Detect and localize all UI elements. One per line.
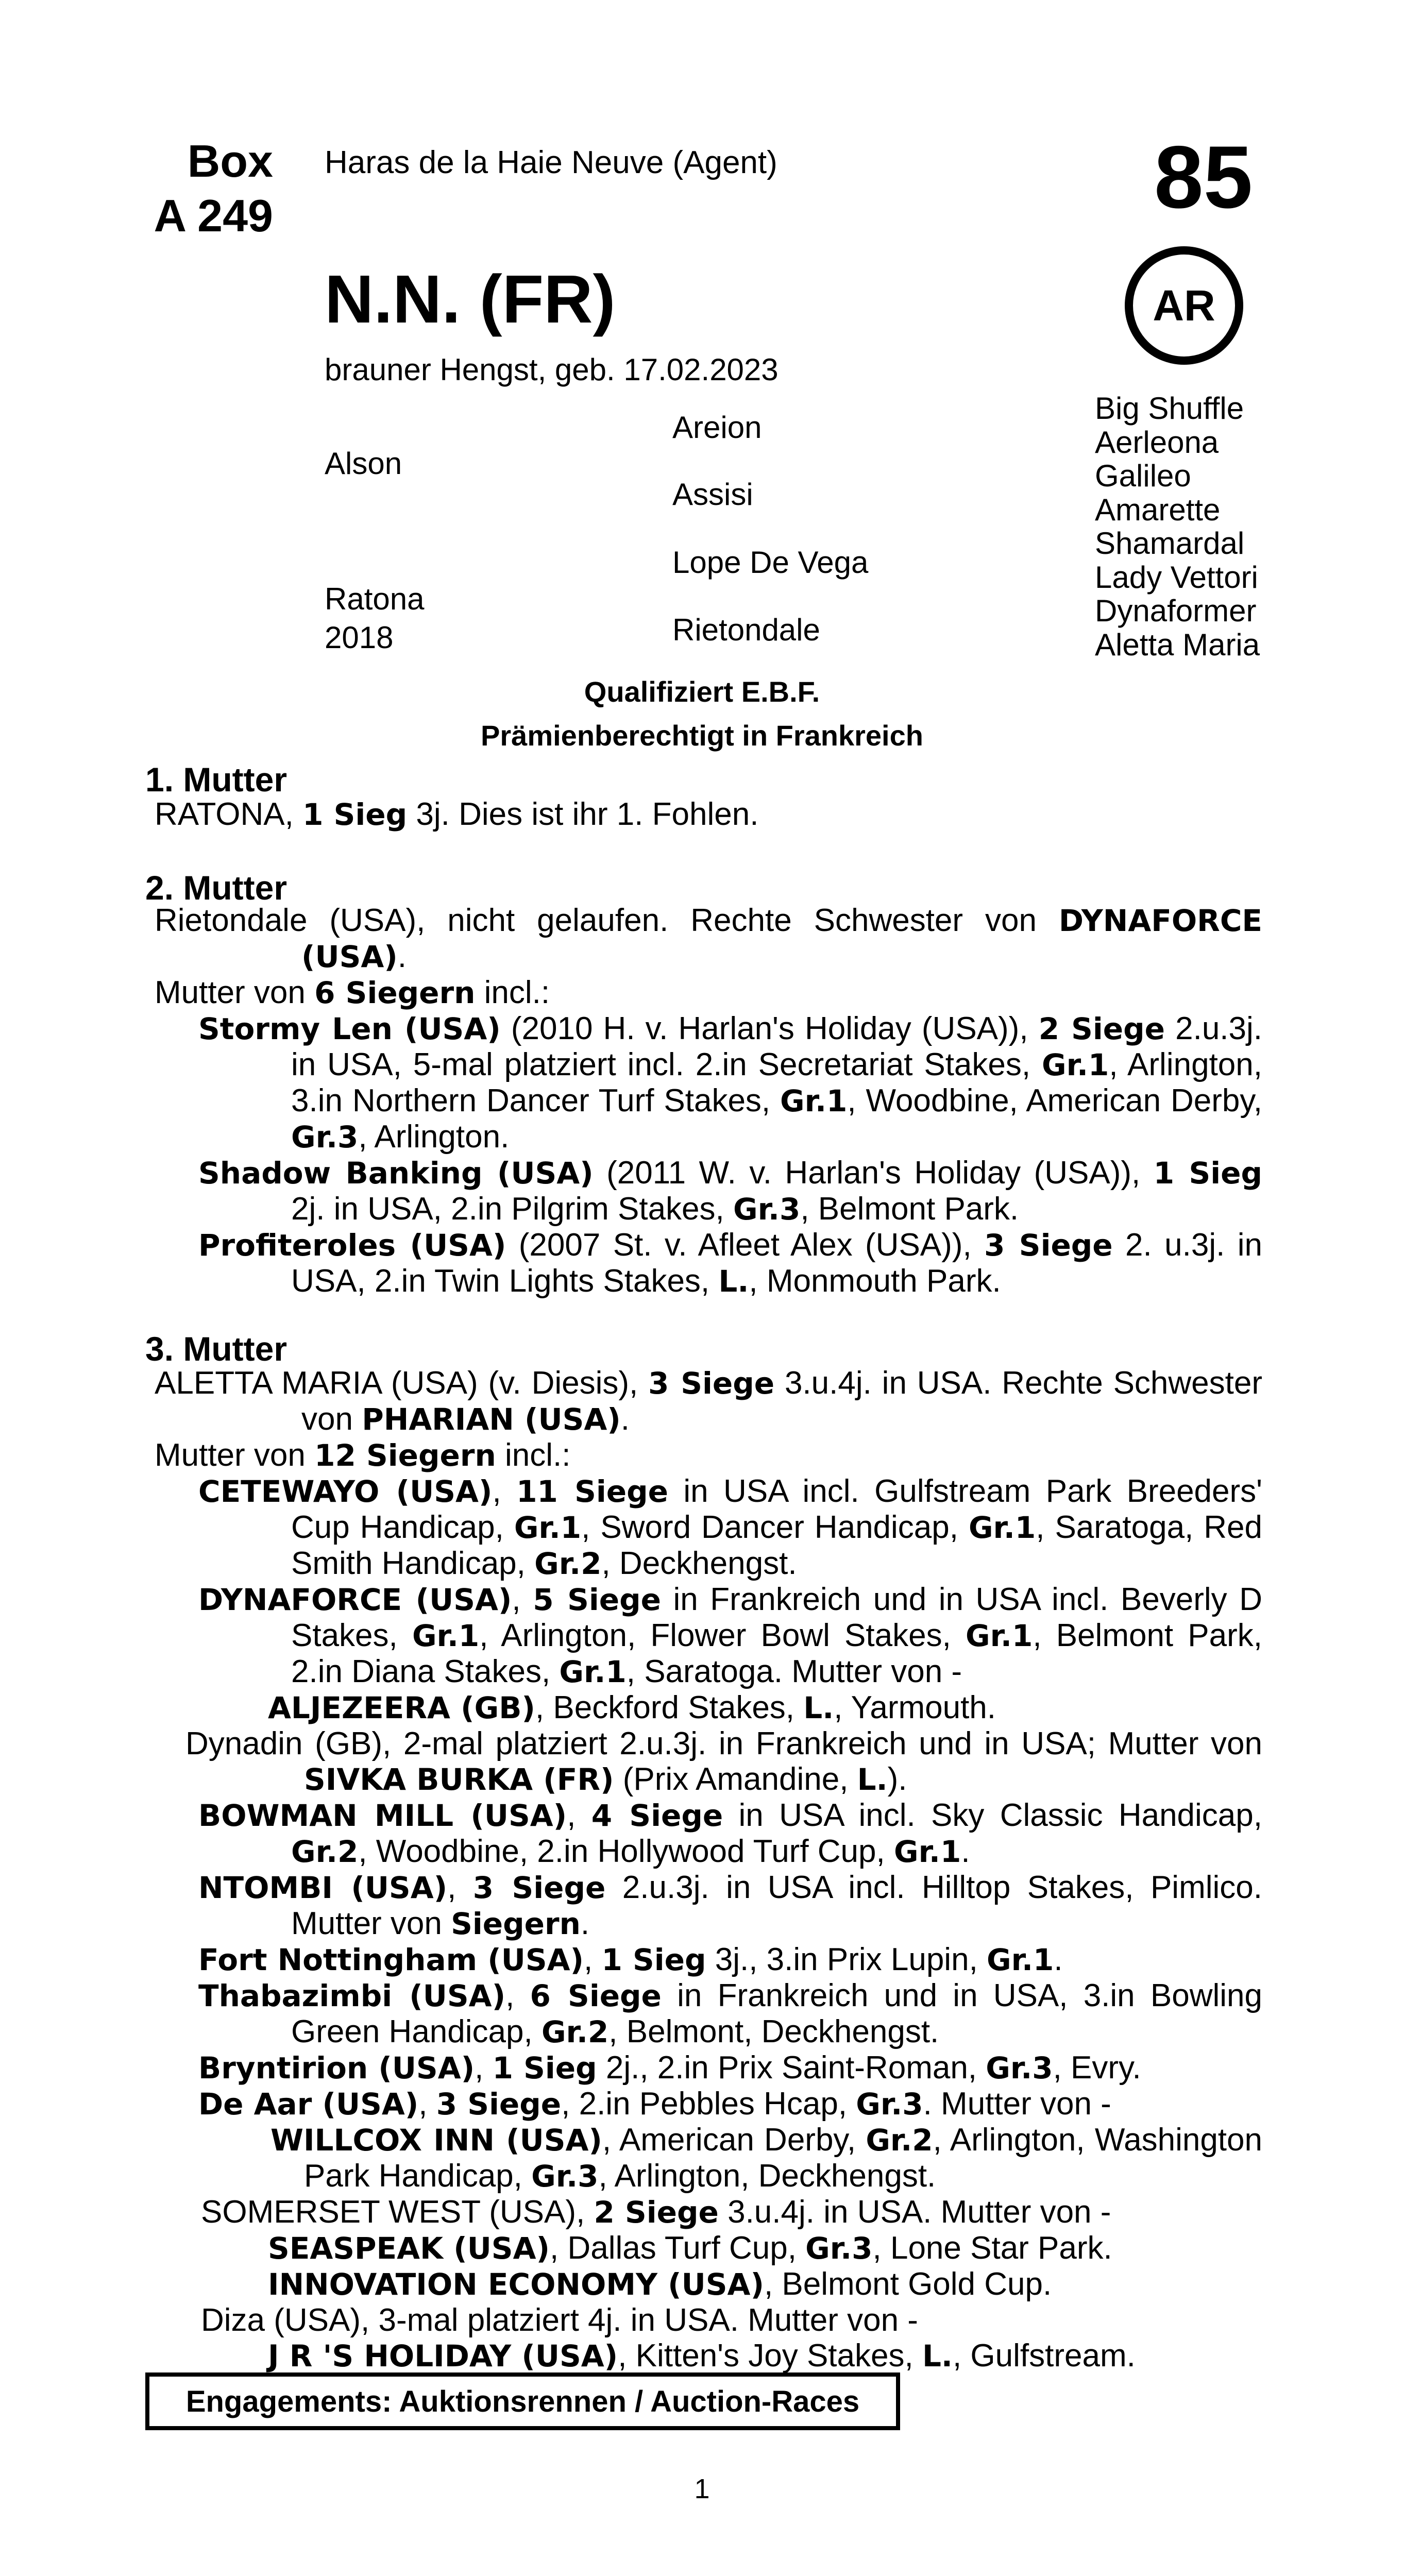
lot-number: 85 bbox=[1154, 128, 1253, 227]
pedigree-ggp: Galileo bbox=[1095, 459, 1191, 493]
qualification-ebf: Qualifiziert E.B.F. bbox=[584, 675, 820, 708]
pedigree-great-grandparents bbox=[1095, 392, 1260, 662]
pedigree-ggp: Lady Vettori bbox=[1095, 560, 1258, 595]
first-dam-text: RATONA, 1 Sieg 3j. Dies ist ihr 1. Fohlen. bbox=[155, 796, 759, 832]
pedigree-grandparent: Rietondale bbox=[672, 613, 820, 647]
pedigree-ggp: Big Shuffle bbox=[1095, 391, 1244, 426]
second-dam-text: Rietondale (USA), nicht gelaufen. Rechte Schwester von DYNAFORCE (USA). Mutter von 6 Siegern incl.: Stormy Len (USA) (2010 H. v. Harlan's Holiday (USA)), 2 Siege 2.u.3j. in USA, 5-mal platziert incl. 2.in Secretariat Stakes, Gr.1, Arlington, 3.in Northern Dancer Turf Stakes, Gr.1, Woodbine, American Derby, Gr.3, Arlington. Shadow Banking (USA) (2011 W. v. Harlan's Holiday (USA)), 1 Sieg 2j. in USA, 2.in Pilgrim Stakes, Gr.3, Belmont Park. Profiteroles (USA) (2007 St. v. Afleet Alex (USA)), 3 Siege 2. u.3j. in USA, 2.in Twin Lights Stakes, L., Monmouth Park. bbox=[155, 903, 1263, 1299]
pedigree-sire: Alson bbox=[325, 446, 402, 481]
section-heading: 3. Mutter bbox=[145, 1330, 287, 1368]
pedigree-ggp: Dynaformer bbox=[1095, 594, 1257, 628]
section-heading: 2. Mutter bbox=[145, 869, 287, 907]
qualification-france: Prämienberechtigt in Frankreich bbox=[481, 719, 923, 752]
horse-description: brauner Hengst, geb. 17.02.2023 bbox=[325, 352, 779, 387]
pedigree-ggp: Shamardal bbox=[1095, 526, 1245, 561]
box-label bbox=[144, 134, 273, 243]
third-dam-text: ALETTA MARIA (USA) (v. Diesis), 3 Siege 3.u.4j. in USA. Rechte Schwester von PHARIAN (USA). Mutter von 12 Siegern incl.: CETEWAYO (USA), 11 Siege in USA incl. Gulfstream Park Breeders' Cup Handicap, Gr.1, Sword Dancer Handicap, Gr.1, Saratoga, Red Smith Handicap, Gr.2, Deckhengst. DYNAFORCE (USA), 5 Siege in Frankreich und in USA incl. Beverly D Stakes, Gr.1, Arlington, Flower Bowl Stakes, Gr.1, Belmont Park, 2.in Diana Stakes, Gr.1, Saratoga. Mutter von - ALJEZEERA (GB), Beckford Stakes, L., Yarmouth. Dynadin (GB), 2-mal platziert 2.u.3j. in Frankreich und in USA; Mutter von SIVKA BURKA (FR) (Prix Amandine, L.). BOWMAN MILL (USA), 4 Siege in USA incl. Sky Classic Handicap, Gr.2, Woodbine, 2.in Hollywood Turf Cup, Gr.1. NTOMBI (USA), 3 Siege 2.u.3j. in USA incl. Hilltop Stakes, Pimlico. Mutter von Siegern. Fort Nottingham (USA), 1 Sieg 3j., 3.in Prix Lupin, Gr.1. Thabazimbi (USA), 6 Siege in Frankreich und in USA, 3.in Bowling Green Handicap, Gr.2, Belmont, Deckhengst. Bryntirion (USA), 1 Sieg 2j., 2.in Prix Saint-Roman, Gr.3, Evry. De Aar (USA), 3 Siege, 2.in Pebbles Hcap, Gr.3. Mutter von - WILLCOX INN (USA), American Derby, Gr.2, Arlington, Washington Park Handicap, Gr.3, Arlington, Deckhengst. SOMERSET WEST (USA), 2 Siege 3.u.4j. in USA. Mutter von - SEASPEAK (USA), Dallas Turf Cup, Gr.3, Lone Star Park. INNOVATION ECONOMY (USA), Belmont Gold Cup. Diza (USA), 3-mal platziert 4j. in USA. Mutter von - J R 'S HOLIDAY (USA), Kitten's Joy Stakes, L., Gulfstream. bbox=[155, 1365, 1263, 2374]
pedigree-ggp: Aerleona bbox=[1095, 425, 1219, 460]
pedigree-dam-year: 2018 bbox=[325, 620, 394, 655]
pedigree-dam: Ratona bbox=[325, 582, 425, 616]
box-line1: Box bbox=[187, 135, 273, 187]
horse-name: N.N. (FR) bbox=[325, 261, 616, 337]
engagements-text: Engagements: Auktionsrennen / Auction-Races bbox=[185, 2384, 860, 2418]
pedigree-grandparent: Lope De Vega bbox=[672, 545, 869, 580]
badge-text: AR bbox=[1153, 281, 1215, 330]
engagements-box bbox=[145, 2372, 900, 2430]
page-number: 1 bbox=[694, 2473, 710, 2504]
pedigree-grandparent: Areion bbox=[672, 410, 762, 445]
agent-name: Haras de la Haie Neuve (Agent) bbox=[325, 145, 777, 180]
pedigree-ggp: Amarette bbox=[1095, 492, 1221, 527]
section-heading: 1. Mutter bbox=[145, 760, 287, 799]
pedigree-grandparent: Assisi bbox=[672, 477, 753, 512]
pedigree-ggp: Aletta Maria bbox=[1095, 627, 1260, 662]
ar-badge-icon bbox=[1125, 246, 1243, 365]
box-number: A 249 bbox=[154, 190, 273, 241]
